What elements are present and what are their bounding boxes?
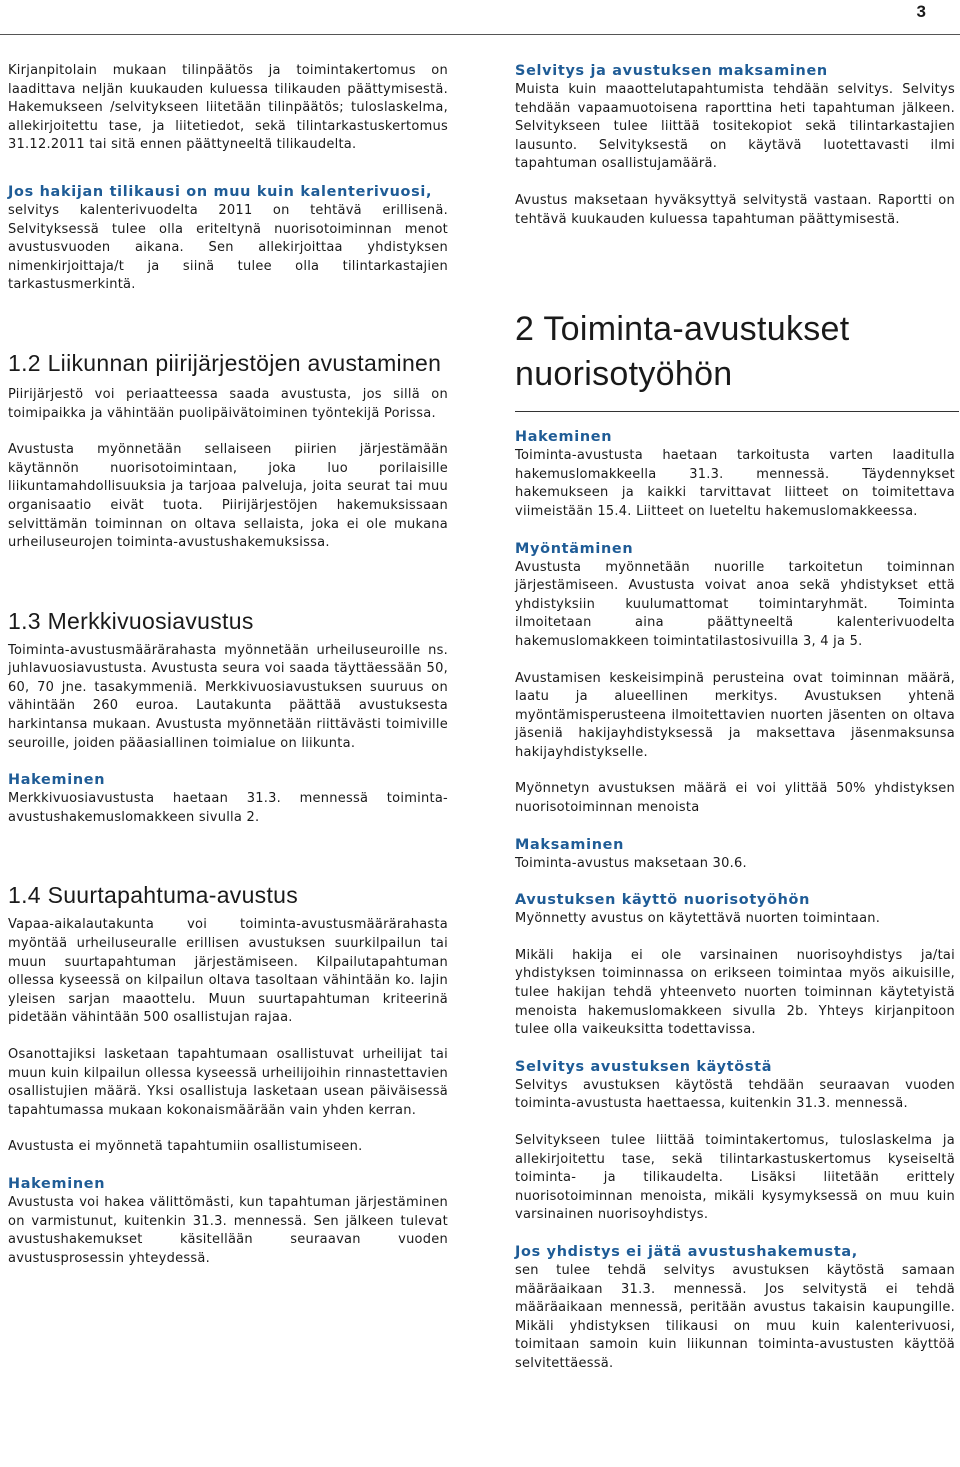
section-heading-1-3: 1.3 Merkkivuosiavustus (8, 607, 254, 634)
heading-kaytto: Avustuksen käyttö nuorisotyöhön (515, 892, 811, 909)
heading-maksaminen: Maksaminen (515, 836, 625, 853)
left-column (8, 62, 448, 1268)
paragraph-1-4-b: Osanottajiksi lasketaan tapahtumaan osallistuvat urheilijat tai muun kuin kilpailun ollessa kyseessä urheilijoihin rinnastettavien osallistujien määrä. Yksi osallistuja lasketaan usean päiväisessä tapahtumassa mukaan kokonaismäärään vain yhden kerran. (8, 1047, 448, 1118)
paragraph-tilinpaatos: Kirjanpitolain mukaan tilinpäätös ja toimintakertomus on laadittava neljän kuukauden kuluessa tilikauden päättymisestä. Hakemukseen /selvitykseen liitetään tilinpäätös; tuloslaskelma, allekirjoitettu tase, ja liitetiedot, sekä tilintarkastuskertomus 31.12.2011 tai sitä ennen päättyneeltä tilikaudelta. (8, 63, 448, 153)
heading-selvitys-kaytosta: Selvitys avustuksen käytöstä (515, 1058, 773, 1075)
heading-myontaminen: Myöntäminen (515, 540, 634, 557)
page-number: 3 (916, 2, 926, 21)
paragraph-kaytto: Myönnetty avustus on käytettävä nuorten toimintaan. (515, 911, 881, 927)
section-heading-2: 2 Toiminta-avustukset nuorisotyöhön (515, 310, 850, 394)
paragraph-hakeminen: Toiminta-avustusta haetaan tarkoitusta varten laaditulla hakemuslomakkeella 31.3. mennessä. Täydennykset hakemukseen ja kaikki tarvittavat liitteet on toimitettava viimeistään 15.4. Liitteet on lueteltu hakemuslomakkeessa. (515, 448, 955, 519)
header-rule (0, 34, 960, 35)
paragraph-1-2-b: Avustusta myönnetään sellaiseen piirien järjestämään käytännön nuorisotoimintaan, joka luo porilaisille liikuntamahdollisuuksia ja tarjoaa palveluja, joita seurat tai muu organisaatio eivät tuota. Piirijärjestöjen hakemuksissaan selvittämän toiminnan on oltava sellaista, joka ei ole mukana urheiluseurojen toiminta-avustushakemuksissa. (8, 442, 448, 551)
right-column (515, 62, 955, 1374)
paragraph-perusteina: Avustamisen keskeisimpinä perusteina ovat toiminnan määrä, laatu ja alueellinen merkitys. Avustuksen yhtenä myöntämisperusteena ilmoitettavien nuorten jäsenten on oltava jäseniä hakijayhdistyksessä ja maksettava jäsenmaksunsa hakijayhdistykselle. (515, 670, 955, 760)
paragraph-1-3: Toiminta-avustusmäärärahasta myönnetään urheiluseuroille ns. juhlavuosiavustusta. Avustusta seura voi saada täyttäessään 50, 60, 70 jne. tasakymmeniä. Merkkivuosiavustuksen suuruus on vähintään 260 euroa. Lautakunta päättää avustuksesta harkintansa mukaan. Avustusta myönnetään riittävästi toimiville seuroille, joiden pääasiallinen toimialue on liikunta. (8, 642, 448, 751)
paragraph-selvitys-maksaminen: Muista kuin maaottelutapahtumista tehdään selvitys. Selvitys tehdään vapaamuotoisena raporttina heti tapahtuman jälkeen. Selvitykseen tulee liittää tositekopiot sekä tilintarkastajien lausunto. Selvityksestä on käytävä luotettavasti ilmi tapahtuman osallistujamäärä. (515, 82, 955, 172)
heading-hakeminen: Hakeminen (515, 429, 613, 446)
paragraph-selvitys-kaytosta: Selvitys avustuksen käytöstä tehdään seuraavan vuoden toiminta-avustusta haettaessa, kuitenkin 31.3. mennessä. (515, 1077, 955, 1112)
section-heading-1-4: 1.4 Suurtapahtuma-avustus (8, 882, 299, 909)
heading-hakeminen-1-4: Hakeminen (8, 1175, 106, 1192)
paragraph-maksetaan: Avustus maksetaan hyväksyttyä selvitystä vastaan. Raportti on tehtävä kuukauden kuluessa tapahtuman päättymisestä. (515, 192, 955, 227)
heading-hakeminen-1-3: Hakeminen (8, 772, 106, 789)
heading-selvitys-maksaminen: Selvitys ja avustuksen maksaminen (515, 63, 828, 79)
paragraph-varsinainen: Mikäli hakija ei ole varsinainen nuorisoyhdistys ja/tai yhdistyksen toiminnassa on erikseen toimintaa myös aikuisille, tulee hakijan tehdä yhteenveto nuorten toiminnan käytetyistä menoista hakemuslomakkeen sivulla 2b. Yhteys kirjanpitoon tulee olla vaikeuksitta todettavissa. (515, 947, 955, 1038)
heading-kalenterivuosi: Jos hakijan tilikausi on muu kuin kalenterivuosi, (8, 183, 433, 200)
paragraph-1-2-a: Piirijärjestö voi periaatteessa saada avustusta, jos sillä on toimipaikka ja vähintään puolipäivätoiminen työntekijä Porissa. (8, 386, 448, 421)
paragraph-maksaminen: Toiminta-avustus maksetaan 30.6. (515, 855, 747, 871)
paragraph-hakeminen-1-3: Merkkivuosiavustusta haetaan 31.3. mennessä toiminta-avustushakemuslomakkeen sivulla 2. (8, 791, 448, 825)
paragraph-1-4-a: Vapaa-aikalautakunta voi toiminta-avustusmäärärahasta myöntää urheiluseuralle erillisen avustuksen suurkilpailun tai muun suurtapahtuman järjestämiseen. Kilpailutapahtuman ollessa kyseessä on kilpailun oltava tasoltaan vähintään ko. lajin yleisen sarjan maaottelu. Muun suurtapahtuman kriteerinä pidetään vähintään 500 osallistujan rajaa. (8, 917, 448, 1026)
paragraph-1-4-c: Avustusta ei myönnetä tapahtumiin osallistumiseen. (8, 1139, 363, 1155)
paragraph-myontaminen: Avustusta myönnetään nuorille tarkoitetun toiminnan järjestämiseen. Avustusta voivat anoa sekä yhdistykset että yhdistyksiin kuulumattomat toimintaryhmät. Toiminta ilmoitetaan aina päättyneeltä kalenterivuodelta hakemuslomakkeen toimintatilastosivuilla 3, 4 ja 5. (515, 559, 955, 649)
section-heading-1-2: 1.2 Liikunnan piirijärjestöjen avustaminen (8, 349, 442, 376)
paragraph-liitteet: Selvitykseen tulee liittää toimintakertomus, tuloslaskelma ja allekirjoitettu tase, sekä tilintarkastuskertomus kyseiseltä toiminta- ja tilikaudelta. Lisäksi liitetään erittely nuorisotoiminnan menoista, mikäli kysymyksessä on muu kuin varsinainen nuorisoyhdistys. (515, 1133, 955, 1223)
heading-ei-jata: Jos yhdistys ei jätä avustushakemusta, (515, 1243, 858, 1260)
paragraph-hakeminen-1-4: Avustusta voi hakea välittömästi, kun tapahtuman järjestäminen on varmistunut, kuitenkin 31.3. mennessä. Sen jälkeen tulevat avustushakemukset käsitellään seuraavan vuoden avustusprosessin yhteydessä. (8, 1194, 448, 1266)
paragraph-kalenterivuosi: selvitys kalenterivuodelta 2011 on tehtävä erillisenä. Selvityksessä tulee olla eriteltynä nuorisotoiminnan menot avustusvuoden aikana. Sen allekirjoittaa yhdistyksen nimenkirjoittaja/t ja siinä tulee olla tilintarkastajien tarkastusmerkintä. (8, 202, 448, 293)
paragraph-ei-jata: sen tulee tehdä selvitys avustuksen käytöstä samaan määräaikaan 31.3. mennessä. Jos selvitystä ei tehdä määräaikaan mennessä, peritään avustus takaisin kaupungille. Mikäli yhdistyksen tilikausi on muu kuin kalenterivuosi, toimitaan samoin kuin liikunnan toiminta-avustusten käyttöä selvitettäessä. (515, 1262, 955, 1371)
paragraph-maara: Myönnetyn avustuksen määrä ei voi ylittää 50% yhdistyksen nuorisotoiminnan menoista (515, 781, 955, 816)
